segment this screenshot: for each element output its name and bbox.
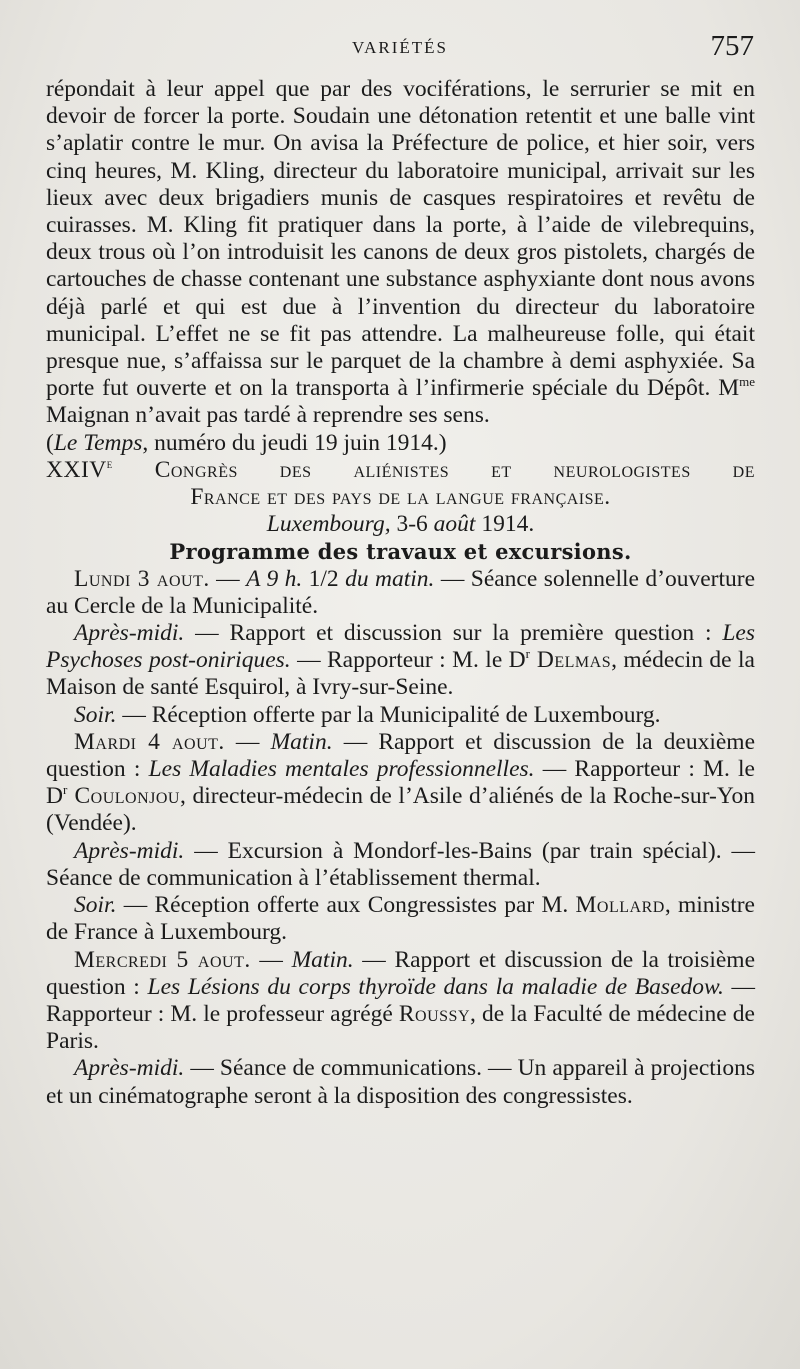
- programme-heading: Programme des travaux et excursions.: [169, 539, 632, 565]
- session-text: — Excursion à Mondorf-les-Bains (par train spécial). — Séance de communication à l’établissement thermal.: [46, 837, 755, 891]
- morning-label: du matin.: [345, 565, 435, 592]
- session-text: — Rapport et discussion de la deuxième question :: [46, 728, 755, 783]
- session-text: — Réception offerte par la Municipalité de Luxembourg.: [116, 701, 661, 728]
- citation-detail: , numéro du jeudi 19 juin 1914.): [142, 429, 447, 456]
- doctor-superscript: r: [62, 782, 68, 798]
- session-text: — Rapport et discussion sur la première question :: [184, 620, 723, 647]
- period-label: Après-midi.: [74, 620, 185, 647]
- report-topic: Les Psychoses post-oniriques.: [46, 620, 755, 674]
- doctor-superscript: r: [525, 646, 530, 662]
- citation-paren: (: [46, 429, 54, 456]
- congress-place: Luxembourg,: [266, 511, 391, 538]
- session-text: — Rapporteur : M. le D: [46, 756, 755, 810]
- intro-paragraph: [46, 76, 755, 430]
- source-citation: [46, 430, 755, 457]
- period-label: Matin.: [291, 946, 354, 973]
- session-text: — Rapport et discussion de la troisième question :: [46, 946, 755, 1000]
- programme-monday-morning: [46, 566, 755, 620]
- congress-place-date: [46, 511, 755, 538]
- host-name: Mollard: [575, 892, 665, 919]
- running-title: VARIÉTÉS: [352, 38, 448, 57]
- period-label: Après-midi.: [74, 1055, 185, 1082]
- time-half: 1/2: [302, 565, 346, 592]
- page-body: [46, 76, 755, 1110]
- programme-tuesday-evening: [46, 892, 755, 946]
- report-topic: Les Lésions du corps thyroïde dans la maladie de Basedow.: [147, 973, 724, 1000]
- period-label: Soir.: [74, 892, 117, 919]
- programme-wednesday-morning: [46, 947, 755, 1056]
- page-number: 757: [710, 30, 754, 62]
- dash: —: [250, 946, 292, 973]
- day-label: Mardi 4 aout.: [74, 728, 225, 755]
- session-text: , médecin de la Maison de santé Esquirol, à Ivry-sur-Seine.: [46, 647, 755, 701]
- rapporteur-name: Roussy: [398, 1000, 471, 1027]
- report-topic: Les Maladies mentales professionnelles.: [148, 756, 535, 783]
- day-label: Mercredi 5 aout.: [74, 946, 251, 973]
- programme-tuesday-afternoon: [46, 838, 755, 892]
- session-text: — Rapporteur : M. le professeur agrégé: [46, 973, 756, 1027]
- rapporteur-name: Delmas: [529, 647, 612, 674]
- intro-text: répondait à leur appel que par des vociférations, le serrurier se mit en devoir de forcer la porte. Soudain une détonation retentit et une balle vint s’aplatir contre le mur. On avisa la Préfecture de police, et hier soir, vers cinq heures, M. Kling, directeur du laboratoire municipal, arrivait sur les lieux avec deux brigadiers munis de casques respiratoires et revêtu de cuirasses. M. Kling fit pratiquer dans la porte, à l’aide de vilebrequins, deux trous où l’on introduisit les canons de deux gros pistolets, chargés de cartouches de chasse contenant une substance asphyxiante dont nous avons déjà parlé et qui est due à l’invention du directeur du laboratoire municipal. L’effet ne se fit pas attendre. La malheureuse folle, qui était presque nue, s’affaissa sur le parquet de la chambre à demi asphyxiée. Sa porte fut ouverte et on la transporta à l’infirmerie spéciale du Dépôt. M: [46, 76, 755, 402]
- day-label: Lundi 3 aout.: [74, 565, 210, 592]
- session-text: , de la Faculté de médecine de Paris.: [46, 1000, 755, 1055]
- session-text: — Rapporteur : M. le D: [290, 647, 526, 674]
- congress-dates: 3-6: [390, 511, 434, 538]
- intro-text-end: Maignan n’avait pas tardé à reprendre ses sens.: [46, 402, 490, 429]
- page-header: [46, 30, 754, 70]
- rapporteur-name: Coulonjou: [67, 783, 180, 810]
- period-label: Matin.: [270, 728, 333, 755]
- congress-number: XXIV: [46, 456, 107, 483]
- programme-monday-evening: [46, 702, 755, 729]
- programme-tuesday-morning: [46, 729, 755, 838]
- programme-monday-afternoon: [46, 620, 755, 702]
- dash: —: [209, 565, 247, 592]
- congress-month: août: [433, 511, 476, 538]
- congress-title-line1: [46, 457, 755, 484]
- congress-year: 1914.: [475, 511, 535, 538]
- session-text: — Séance solennelle d’ouverture au Cercle de la Municipalité.: [46, 565, 756, 619]
- session-text: — Réception offerte aux Congressistes par M.: [116, 892, 576, 919]
- madame-superscript: me: [739, 374, 755, 390]
- session-text: — Séance de communications. — Un appareil à projections et un cinématographe seront à la disposition des congressistes.: [46, 1055, 755, 1109]
- programme-wednesday-afternoon: [46, 1055, 755, 1109]
- session-text: , directeur-médecin de l’Asile d’aliénés de la Roche-sur-Yon (Vendée).: [46, 783, 755, 837]
- congress-number-sup: e: [106, 456, 113, 472]
- congress-title-text: Congrès des aliénistes et neurologistes de: [112, 456, 755, 483]
- citation-journal: Le Temps: [53, 429, 143, 456]
- congress-title-line2: France et des pays de la langue française.: [190, 484, 611, 511]
- period-label: Soir.: [74, 701, 117, 728]
- period-label: Après-midi.: [74, 837, 185, 864]
- session-text: , ministre de France à Luxembourg.: [46, 892, 755, 946]
- dash: —: [224, 728, 271, 755]
- time-label: A 9 h.: [246, 565, 303, 592]
